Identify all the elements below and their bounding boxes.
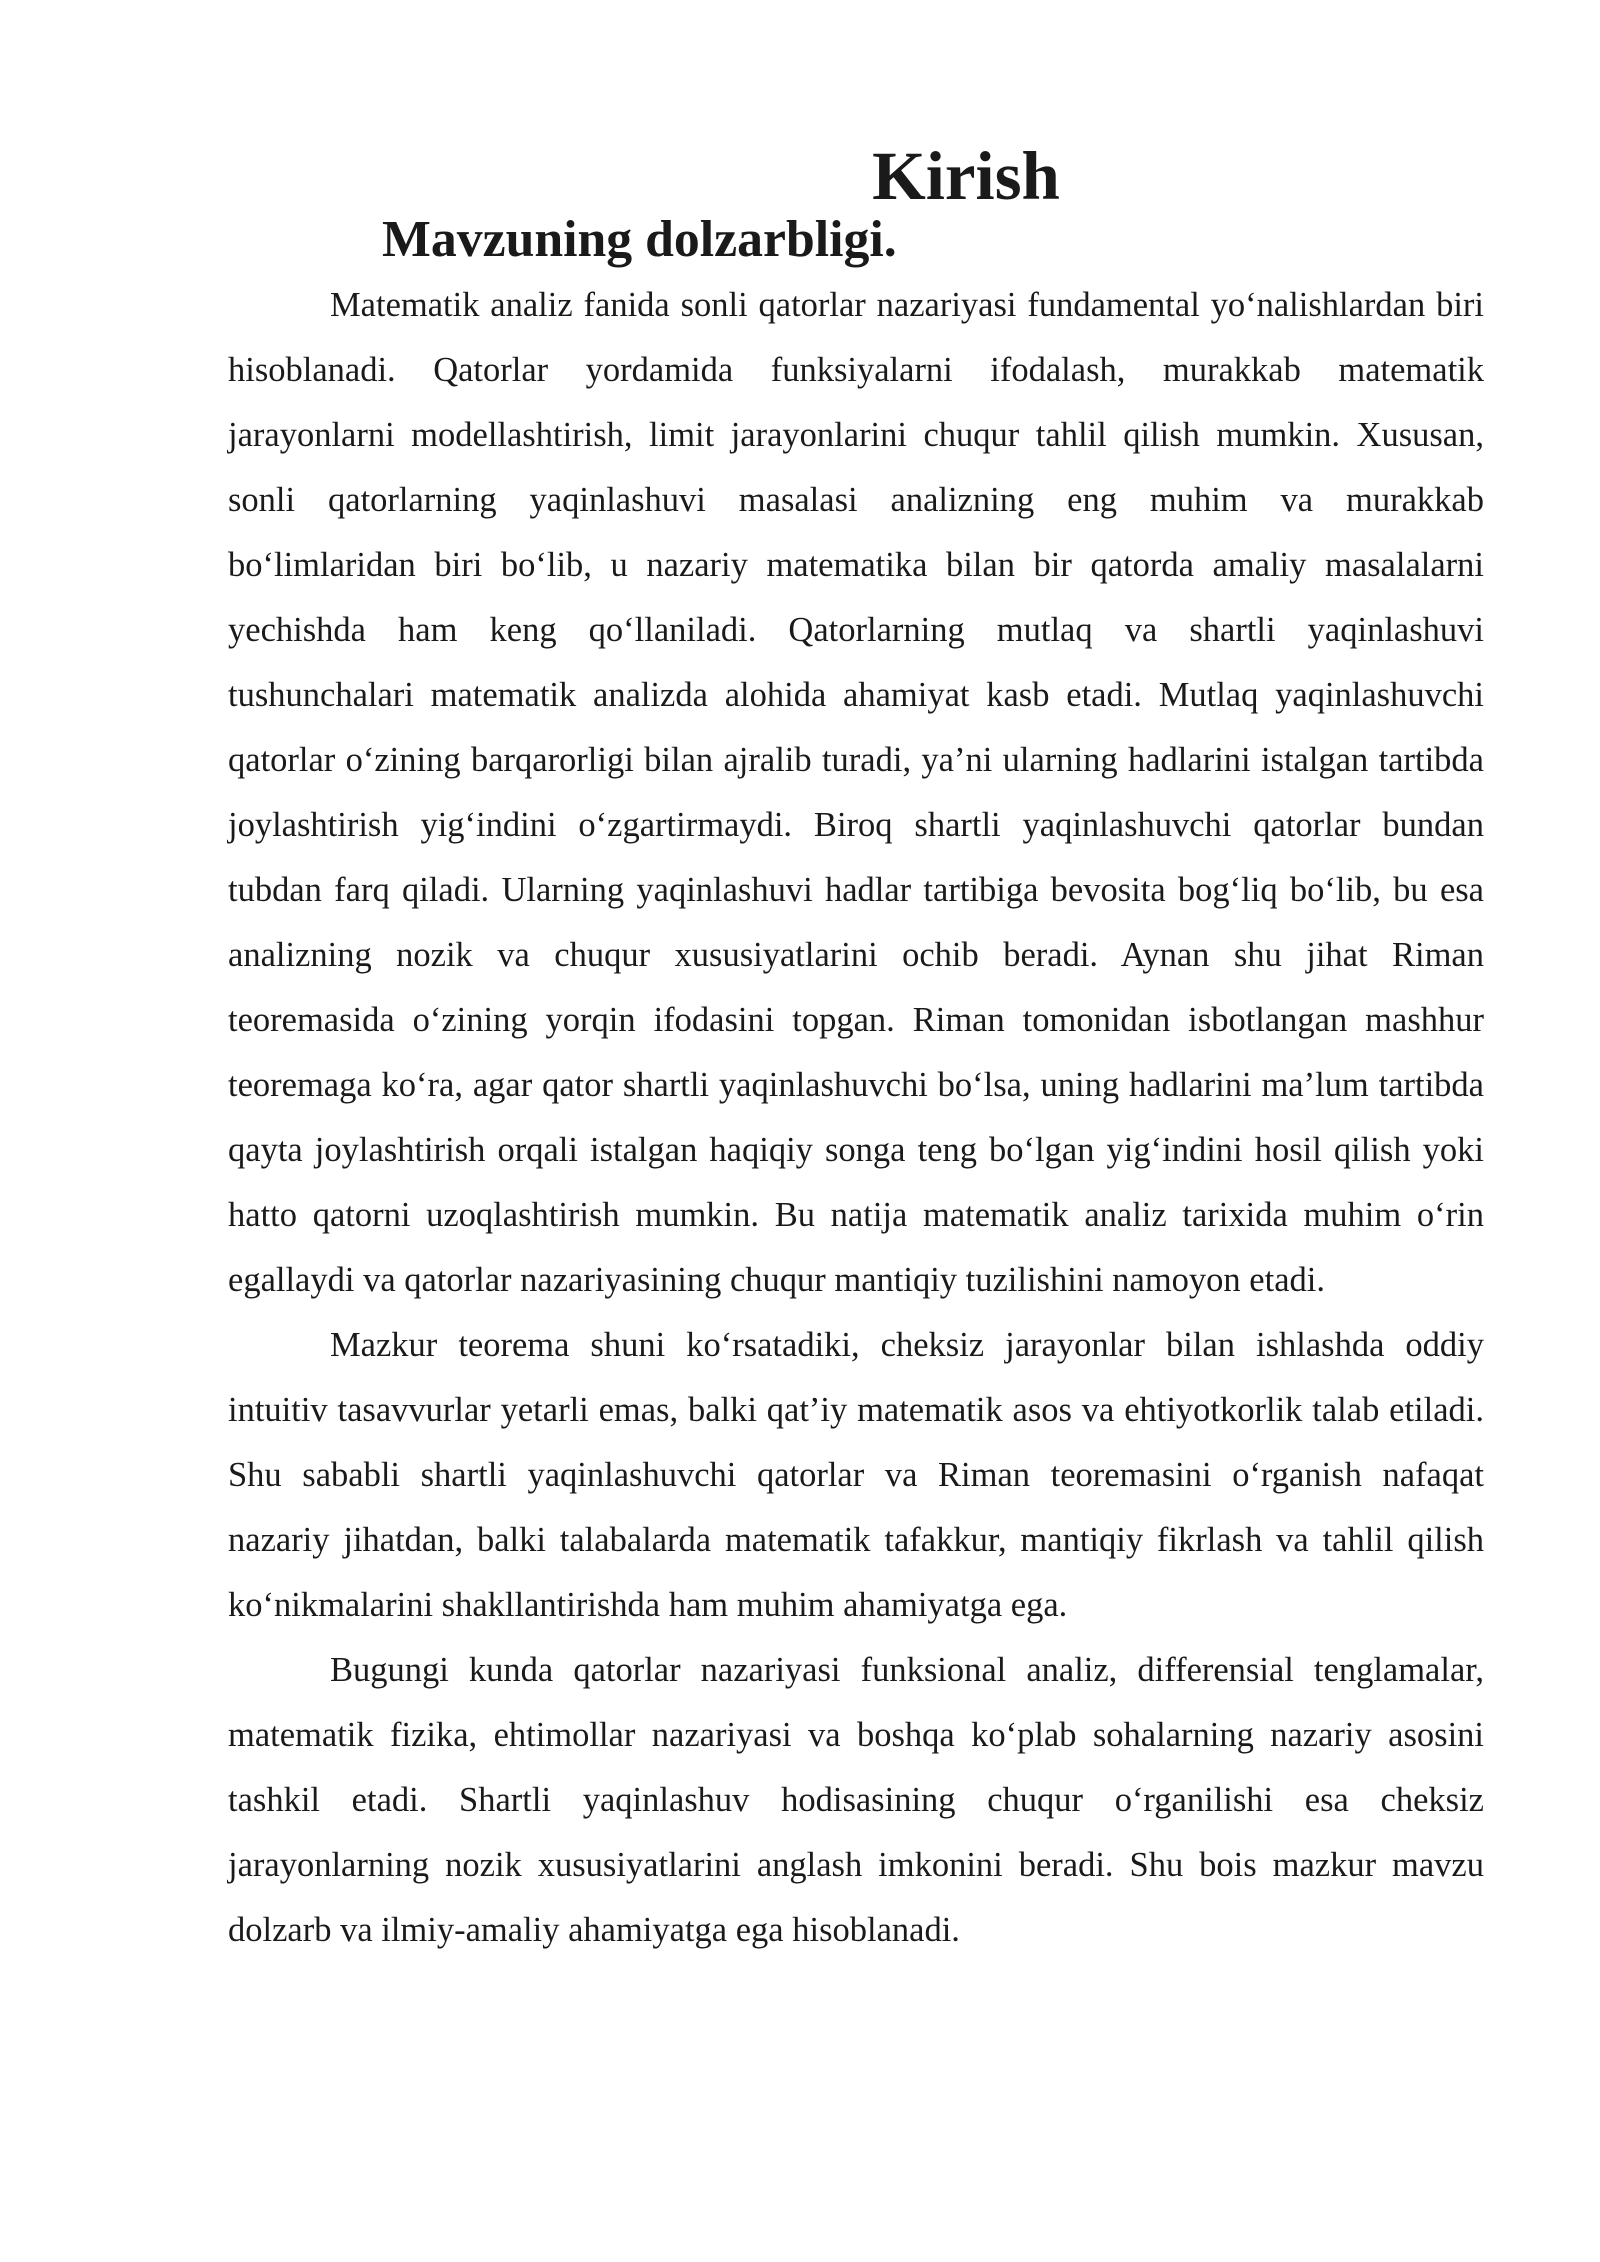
paragraph-1: Matematik analiz fanida sonli qatorlar nazariyasi fundamental yo‘nalishlardan biri hisoblanadi. Qatorlar yordamida funksiyalarni ifodalash, murakkab matematik jarayonlarni modellashtirish, limit jarayonlarini chuqur tahlil qilish mumkin. Xususan, sonli qatorlarning yaqinlashuvi masalasi analizning eng muhim va murakkab bo‘limlaridan biri bo‘lib, u nazariy matematika bilan bir qatorda amaliy masalalarni yechishda ham keng qo‘llaniladi. Qatorlarning mutlaq va shartli yaqinlashuvi tushunchalari matematik analizda alohida ahamiyat kasb etadi. Mutlaq yaqinlashuvchi qatorlar o‘zining barqarorligi bilan ajralib turadi, ya’ni ularning hadlarini istalgan tartibda joylashtirish yig‘indini o‘zgartirmaydi. Biroq shartli yaqinlashuvchi qatorlar bundan tubdan farq qiladi. Ularning yaqinlashuvi hadlar tartibiga bevosita bog‘liq bo‘lib, bu esa analizning nozik va chuqur xususiyatlarini ochib beradi. Aynan shu jihat Riman teoremasida o‘zining yorqin ifodasini topgan. Riman tomonidan isbotlangan mashhur teoremaga ko‘ra, agar qator shartli yaqinlashuvchi bo‘lsa, uning hadlarini ma’lum tartibda qayta joylashtirish orqali istalgan haqiqiy songa teng bo‘lgan yig‘indini hosil qilish yoki hatto qatorni uzoqlashtirish mumkin. Bu natija matematik analiz tarixida muhim o‘rin egallaydi va qatorlar nazariyasining chuqur mantiqiy tuzilishini namoyon etadi.	[228, 286, 1484, 1299]
paragraph-2: Mazkur teorema shuni ko‘rsatadiki, cheksiz jarayonlar bilan ishlashda oddiy intuitiv tasavvurlar yetarli emas, balki qat’iy matematik asos va ehtiyotkorlik talab etiladi. Shu sababli shartli yaqinlashuvchi qatorlar va Riman teoremasini o‘rganish nafaqat nazariy jihatdan, balki talabalarda matematik tafakkur, mantiqiy fikrlash va tahlil qilish ko‘nikmalarini shakllantirishda ham muhim ahamiyatga ega.	[228, 1326, 1484, 1624]
section-heading: Mavzuning dolzarbligi.	[382, 211, 897, 268]
paragraph-3: Bugungi kunda qatorlar nazariyasi funksional analiz, differensial tenglamalar, matematik fizika, ehtimollar nazariyasi va boshqa ko‘plab sohalarning nazariy asosini tashkil etadi. Shartli yaqinlashuv hodisasining chuqur o‘rganilishi esa cheksiz jarayonlarning nozik xususiyatlarini anglash imkonini beradi. Shu bois mazkur mavzu dolzarb va ilmiy-amaliy ahamiyatga ega hisoblanadi.	[228, 1651, 1484, 1949]
document-body	[228, 138, 1484, 1963]
page-title: Kirish	[872, 138, 1060, 214]
